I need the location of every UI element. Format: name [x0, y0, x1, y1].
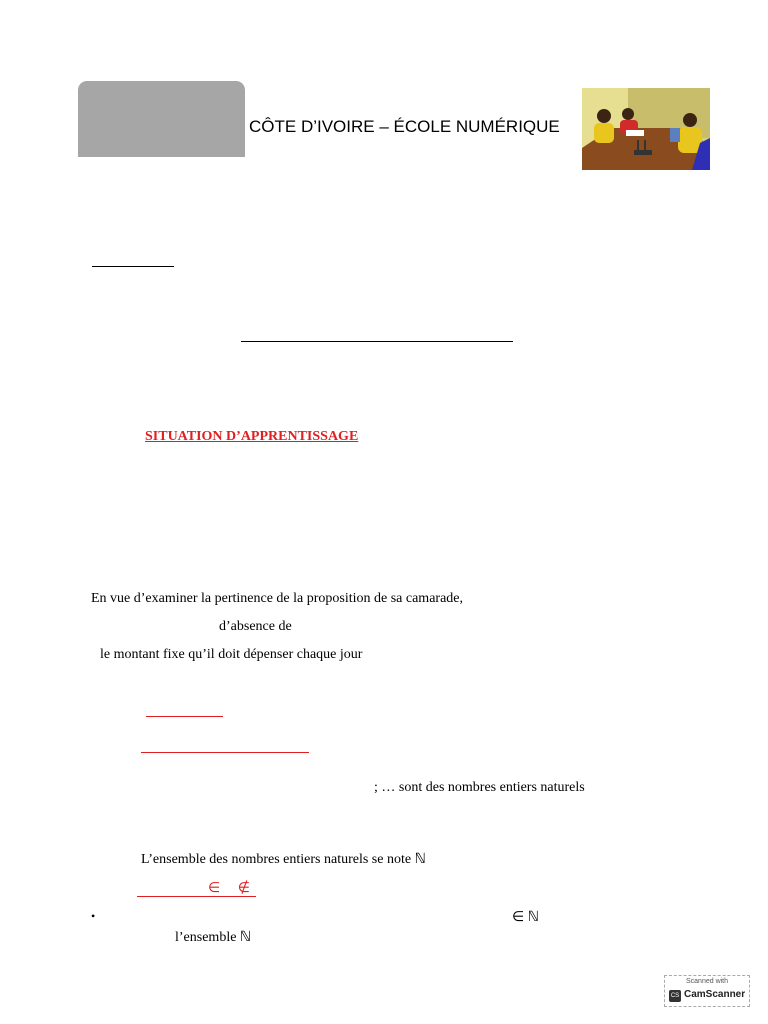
body-line-7: l’ensemble ℕ [175, 930, 252, 945]
element-symbols: ∈ ∉ [208, 881, 250, 896]
camscanner-watermark [664, 975, 750, 1007]
body-line-4: ; … sont des nombres entiers naturels [374, 780, 585, 795]
body-line-3: le montant fixe qu’il doit dépenser chaque jour [100, 647, 363, 662]
body-line-5: L’ensemble des nombres entiers naturels se note ℕ [141, 852, 426, 867]
camscanner-logo-icon: CS [669, 990, 681, 1002]
header-title: CÔTE D’IVOIRE – ÉCOLE NUMÉRIQUE [249, 117, 560, 136]
bullet-dot: • [91, 909, 96, 923]
body-line-1: En vue d’examiner la pertinence de la proposition de sa camarade, [91, 591, 464, 606]
watermark-caption: Scanned with [685, 978, 729, 985]
short-rule [92, 266, 174, 267]
long-rule [241, 341, 513, 342]
classroom-illustration [582, 88, 710, 170]
red-rule-1 [146, 716, 223, 717]
red-rule-2 [141, 752, 309, 753]
watermark-name: CamScanner [684, 989, 746, 1000]
header-gray-box [78, 81, 245, 157]
body-line-2: d’absence de [219, 619, 292, 634]
body-line-6: ∈ ℕ [512, 910, 539, 925]
situation-heading: SITUATION D’APPRENTISSAGE [145, 429, 359, 444]
